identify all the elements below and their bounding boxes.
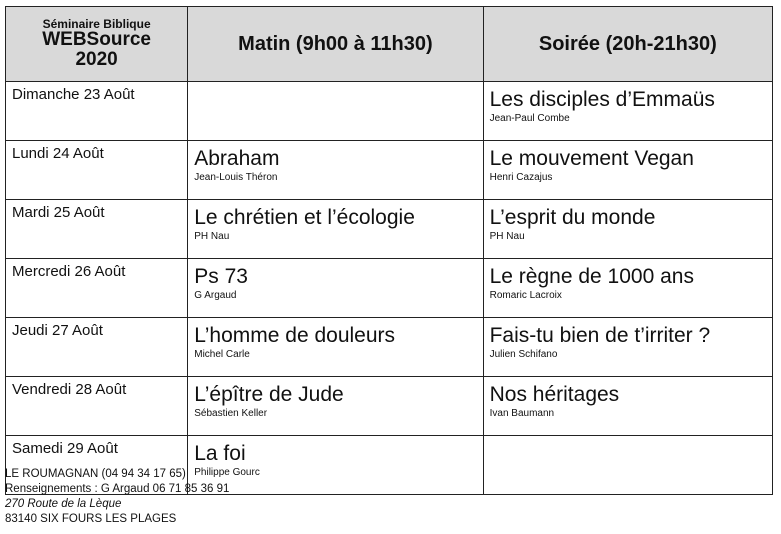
day-label: Lundi 24 Août bbox=[6, 141, 188, 200]
talk-speaker: PH Nau bbox=[489, 231, 525, 242]
talk-speaker: PH Nau bbox=[194, 231, 230, 242]
morning-column-header: Matin (9h00 à 11h30) bbox=[188, 7, 483, 82]
seminar-year: 2020 bbox=[75, 49, 118, 71]
day-label: Mercredi 26 Août bbox=[6, 259, 188, 318]
talk-speaker: Jean-Paul Combe bbox=[489, 113, 570, 124]
morning-talk bbox=[188, 377, 483, 436]
seminar-brand: WEBSource bbox=[42, 29, 151, 51]
talk-speaker: G Argaud bbox=[194, 290, 237, 301]
day-label: Jeudi 27 Août bbox=[6, 318, 188, 377]
table-row bbox=[6, 141, 773, 200]
seminar-label: Séminaire Biblique bbox=[42, 16, 151, 31]
info-line: Renseignements : G Argaud 06 71 85 36 91 bbox=[5, 483, 230, 495]
talk-title: Abraham bbox=[194, 147, 280, 170]
talk-title: L’épître de Jude bbox=[194, 383, 344, 406]
table-row bbox=[6, 82, 773, 141]
talk-title: Les disciples d’Emmaüs bbox=[489, 88, 715, 111]
talk-title: Fais-tu bien de t’irriter ? bbox=[489, 324, 711, 347]
morning-talk bbox=[188, 436, 483, 495]
evening-talk bbox=[483, 141, 772, 200]
talk-speaker: Ivan Baumann bbox=[489, 408, 555, 419]
evening-talk bbox=[483, 259, 772, 318]
day-label: Vendredi 28 Août bbox=[6, 377, 188, 436]
morning-talk bbox=[188, 259, 483, 318]
talk-speaker: Henri Cazajus bbox=[489, 172, 553, 183]
talk-title: L’esprit du monde bbox=[489, 206, 656, 229]
talk-title: Ps 73 bbox=[194, 265, 248, 288]
talk-title: Le règne de 1000 ans bbox=[489, 265, 694, 288]
morning-talk bbox=[188, 200, 483, 259]
talk-speaker: Jean-Louis Théron bbox=[194, 172, 278, 183]
morning-talk bbox=[188, 141, 483, 200]
street-line: 270 Route de la Lèque bbox=[5, 498, 122, 510]
talk-speaker: Romaric Lacroix bbox=[489, 290, 562, 301]
day-label: Dimanche 23 Août bbox=[6, 82, 188, 141]
evening-column-header: Soirée (20h-21h30) bbox=[483, 7, 772, 82]
talk-title: L’homme de douleurs bbox=[194, 324, 396, 347]
venue-line: LE ROUMAGNAN (04 94 34 17 65) bbox=[5, 468, 186, 480]
header-row bbox=[6, 7, 773, 82]
talk-title: Le chrétien et l’écologie bbox=[194, 206, 415, 229]
contact-footer bbox=[5, 467, 229, 527]
talk-title: Nos héritages bbox=[489, 383, 620, 406]
talk-title: Le mouvement Vegan bbox=[489, 147, 694, 170]
table-row bbox=[6, 377, 773, 436]
morning-talk bbox=[188, 318, 483, 377]
day-label: Mardi 25 Août bbox=[6, 200, 188, 259]
evening-talk bbox=[483, 377, 772, 436]
talk-speaker: Philippe Gourc bbox=[194, 467, 260, 478]
talk-speaker: Julien Schifano bbox=[489, 349, 558, 360]
schedule-table bbox=[5, 6, 773, 495]
morning-talk bbox=[188, 82, 483, 141]
day-label: Samedi 29 Août bbox=[6, 436, 188, 495]
talk-speaker: Sébastien Keller bbox=[194, 408, 268, 419]
seminar-title-cell bbox=[6, 7, 188, 82]
evening-talk bbox=[483, 200, 772, 259]
evening-talk bbox=[483, 318, 772, 377]
evening-talk bbox=[483, 436, 772, 495]
talk-speaker: Michel Carle bbox=[194, 349, 250, 360]
table-row bbox=[6, 259, 773, 318]
city-line: 83140 SIX FOURS LES PLAGES bbox=[5, 513, 177, 525]
table-row bbox=[6, 200, 773, 259]
table-row bbox=[6, 318, 773, 377]
evening-talk bbox=[483, 82, 772, 141]
talk-title: La foi bbox=[194, 442, 246, 465]
